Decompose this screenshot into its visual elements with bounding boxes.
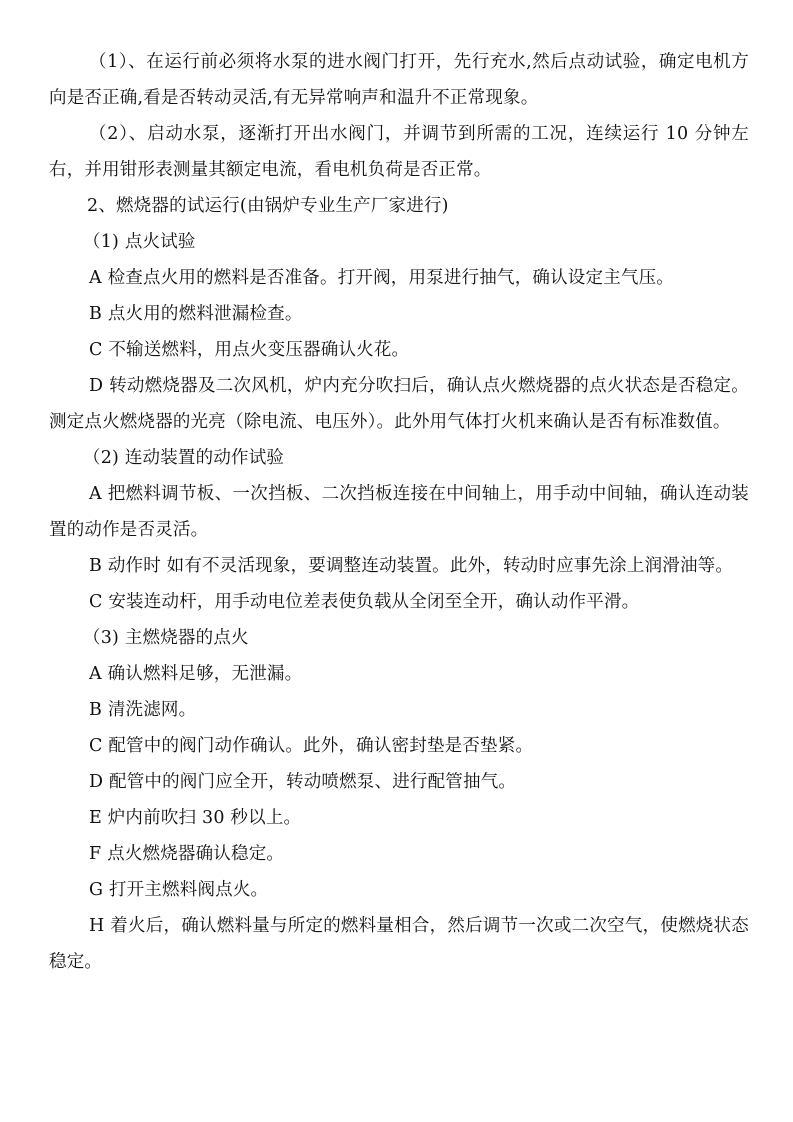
paragraph-main-d: D 配管中的阀门应全开，转动喷燃泵、进行配管抽气。 [89, 772, 517, 792]
subheading-ignition-test: （1) 点火试验 [83, 232, 196, 252]
paragraph-ignition-c: C 不输送燃料，用点火变压器确认火花。 [89, 340, 410, 360]
paragraph-linkage-c: C 安装连动杆，用手动电位差表使负载从全闭至全开，确认动作平滑。 [89, 592, 640, 612]
paragraph-pump-step-2: （2）、启动水泵，逐渐打开出水阀门，并调节到所需的工况，连续运行 10 分钟左右，并用钳形表测量其额定电流，看电机负荷是否正常。 [49, 124, 749, 180]
paragraph-main-g: G 打开主燃料阀点火。 [89, 880, 269, 900]
paragraph-pump-step-1: （1）、在运行前必须将水泵的进水阀门打开，先行充水,然后点动试验，确定电机方向是否正确,看是否转动灵活,有无异常响声和温升不正常现象。 [49, 52, 749, 108]
paragraph-main-h: H 着火后，确认燃料量与所定的燃料量相合，然后调节一次或二次空气，使燃烧状态稳定。 [49, 916, 749, 972]
section-heading-burner-trial: 2、燃烧器的试运行(由锅炉专业生产厂家进行) [87, 196, 449, 216]
subheading-linkage-test: （2) 连动装置的动作试验 [83, 448, 285, 468]
paragraph-main-a: A 确认燃料足够，无泄漏。 [89, 664, 303, 684]
paragraph-main-b: B 清洗滤网。 [89, 700, 197, 720]
paragraph-main-f: F 点火燃烧器确认稳定。 [89, 844, 285, 864]
paragraph-ignition-d: D 转动燃烧器及二次风机，炉内充分吹扫后，确认点火燃烧器的点火状态是否稳定。测定点火燃烧器的光亮（除电流、电压外）。此外用气体打火机来确认是否有标准数值。 [49, 376, 749, 432]
paragraph-main-c: C 配管中的阀门动作确认。此外，确认密封垫是否垫紧。 [89, 736, 534, 756]
subheading-main-burner-ignition: （3) 主燃烧器的点火 [83, 628, 249, 648]
paragraph-linkage-b: B 动作时 如有不灵活现象，要调整连动装置。此外，转动时应事先涂上润滑油等。 [89, 556, 734, 576]
paragraph-linkage-a: A 把燃料调节板、一次挡板、二次挡板连接在中间轴上，用手动中间轴，确认连动装置的动作是否灵活。 [49, 484, 749, 540]
paragraph-ignition-b: B 点火用的燃料泄漏检查。 [89, 304, 303, 324]
document-page [49, 44, 749, 980]
paragraph-main-e: E 炉内前吹扫 30 秒以上。 [89, 808, 302, 828]
paragraph-ignition-a: A 检查点火用的燃料是否准备。打开阀，用泵进行抽气，确认设定主气压。 [89, 268, 674, 288]
